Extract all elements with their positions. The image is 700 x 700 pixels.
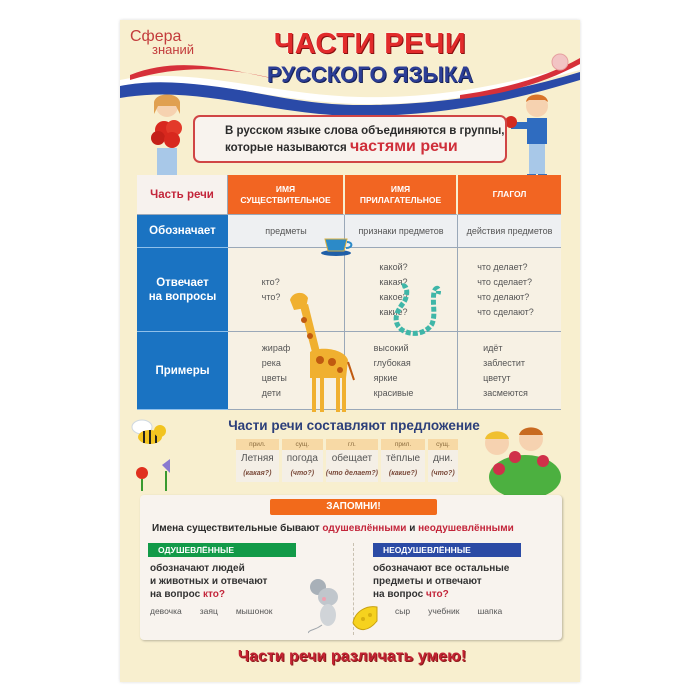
word-question: (что?) xyxy=(282,468,323,482)
question-item: что делают? xyxy=(477,291,530,302)
sentence-word-chip xyxy=(428,439,458,482)
animate-desc-line3: на вопрос xyxy=(150,589,201,600)
example-word: учебник xyxy=(428,606,460,616)
animate-desc-line1: обозначают людей xyxy=(150,563,245,574)
intro-line1: В русском языке слова объединяются в группы, xyxy=(225,125,505,137)
question-item: что делает? xyxy=(477,261,528,272)
column-header-adjective xyxy=(345,175,458,215)
sentence-word-chip xyxy=(326,439,378,482)
sentence-word: дни. xyxy=(428,450,458,468)
cheese-illustration xyxy=(351,603,379,633)
inanimate-question: что? xyxy=(425,589,449,600)
animate-question: кто? xyxy=(202,589,225,600)
inanimate-desc-line2: предметы и отвечают xyxy=(373,576,482,587)
logo-line2: знаний xyxy=(152,42,195,57)
sentence-word-chip xyxy=(236,439,279,482)
part-of-speech-label: гл. xyxy=(326,439,378,450)
sentence-word-chip xyxy=(282,439,323,482)
inanimate-desc-line1: обозначают все остальные xyxy=(373,563,510,574)
example-item: глубокая xyxy=(373,357,411,368)
poster xyxy=(120,20,580,682)
sentence-word: тёплые xyxy=(381,450,425,468)
kids-in-raspberry-bush-illustration xyxy=(475,425,565,500)
question-item: какое? xyxy=(379,291,408,302)
noun-meaning: предметы xyxy=(228,215,345,248)
example-word: мышонок xyxy=(235,606,273,616)
animate-description xyxy=(150,562,267,601)
statement-animate: одушевлёнными xyxy=(322,523,407,534)
example-word: девочка xyxy=(150,606,182,616)
adjective-header-line1: ИМЯ xyxy=(390,183,411,194)
questions-label-line2: на вопросы xyxy=(148,290,217,303)
row-label-meaning: Обозначает xyxy=(137,215,228,248)
example-item: засмеются xyxy=(483,387,528,398)
verb-meaning: действия предметов xyxy=(458,215,561,248)
footer-slogan: Части речи различать умею! xyxy=(237,648,467,665)
sentence-word-chip xyxy=(381,439,425,482)
example-item: идёт xyxy=(483,342,503,353)
questions-label-line1: Отвечает xyxy=(156,276,209,289)
mouse-illustration xyxy=(308,575,344,635)
sentence-word: погода xyxy=(282,450,323,468)
remember-statement xyxy=(152,523,514,534)
remember-badge: ЗАПОМНИ! xyxy=(270,499,437,515)
title-line1: ЧАСТИ РЕЧИ xyxy=(273,28,467,60)
part-of-speech-label: сущ. xyxy=(282,439,323,450)
girl-with-flowers-illustration xyxy=(142,92,192,182)
example-item: цветы xyxy=(261,372,287,383)
example-item: яркие xyxy=(373,372,398,383)
animate-desc-line2: и животных и отвечают xyxy=(150,576,268,587)
example-word: заяц xyxy=(199,606,218,616)
sentence-section-title: Части речи составляют предложение xyxy=(228,418,480,433)
question-item: что сделают? xyxy=(477,306,534,317)
example-item: красивые xyxy=(373,387,414,398)
word-question: (что делает?) xyxy=(326,468,378,482)
statement-and: и xyxy=(409,523,416,534)
example-item: жираф xyxy=(261,342,291,353)
statement-start: Имена существительные бывают xyxy=(152,523,320,534)
noun-header-line1: ИМЯ xyxy=(275,183,296,194)
part-of-speech-label: прил. xyxy=(236,439,279,450)
question-item: какой? xyxy=(379,261,408,272)
example-item: заблестит xyxy=(483,357,526,368)
remember-box xyxy=(140,495,562,640)
word-question: (какая?) xyxy=(236,468,279,482)
intro-accent: частями речи xyxy=(349,138,458,155)
animate-examples xyxy=(150,606,272,616)
noun-header-line2: СУЩЕСТВИТЕЛЬНОЕ xyxy=(240,194,331,205)
inanimate-tag: НЕОДУШЕВЛЁННЫЕ xyxy=(373,543,521,557)
row-label-examples: Примеры xyxy=(137,332,228,410)
sentence-word: Летняя xyxy=(236,450,279,468)
logo-line1: Сфера xyxy=(130,28,182,45)
part-of-speech-label: прил. xyxy=(381,439,425,450)
example-sentence xyxy=(236,439,458,482)
question-item: что сделает? xyxy=(477,276,532,287)
teacup-illustration xyxy=(320,235,354,257)
question-item: какая? xyxy=(379,276,408,287)
example-item: высокий xyxy=(373,342,409,353)
intro-line2-text: которые называются xyxy=(225,142,347,154)
animate-tag: ОДУШЕВЛЁННЫЕ xyxy=(148,543,296,557)
statement-inanimate: неодушевлёнными xyxy=(418,523,514,534)
sentence-word: обещает xyxy=(326,450,378,468)
example-item: дети xyxy=(261,387,281,398)
verb-examples xyxy=(458,332,561,410)
example-item: цветут xyxy=(483,372,511,383)
word-question: (что?) xyxy=(428,468,458,482)
adjective-examples xyxy=(345,332,458,410)
giraffe-illustration xyxy=(282,290,357,420)
part-of-speech-label: сущ. xyxy=(428,439,458,450)
intro-line2 xyxy=(225,139,505,156)
row-label-questions xyxy=(137,248,228,332)
question-item: кто? xyxy=(261,276,280,287)
title-line2: РУССКОГО ЯЗЫКА xyxy=(266,62,474,87)
table-corner-label: Часть речи xyxy=(137,175,228,215)
adjective-meaning: признаки предметов xyxy=(345,215,458,248)
word-question: (какие?) xyxy=(381,468,425,482)
column-header-verb: ГЛАГОЛ xyxy=(458,175,561,215)
example-item: река xyxy=(261,357,281,368)
intro-box xyxy=(193,115,507,163)
example-word: сыр xyxy=(395,606,411,616)
verb-questions xyxy=(458,248,561,332)
table-header-row xyxy=(137,175,561,215)
necklace-illustration xyxy=(382,282,442,338)
question-item: какие? xyxy=(379,306,408,317)
question-item: что? xyxy=(261,291,281,302)
adjective-header-line2: ПРИЛАГАТЕЛЬНОЕ xyxy=(359,194,442,205)
inanimate-examples xyxy=(395,606,502,616)
example-word: шапка xyxy=(477,606,503,616)
inanimate-description xyxy=(373,562,509,601)
boy-with-apple-illustration xyxy=(505,92,555,182)
inanimate-desc-line3: на вопрос xyxy=(373,589,424,600)
column-header-noun xyxy=(228,175,345,215)
